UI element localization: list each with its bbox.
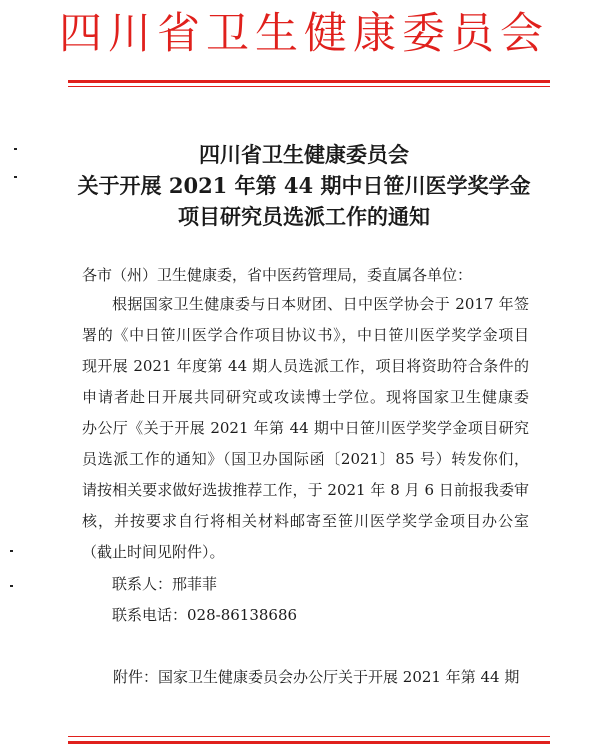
body-line: 请按相关要求做好选拔推荐工作，于 2021 年 8 月 6 日前报我委审 xyxy=(82,481,529,499)
salutation: 各市（州）卫生健康委，省中医药管理局，委直属各单位： xyxy=(82,266,473,284)
attachment-note: 附件：国家卫生健康委员会办公厅关于开展 2021 年第 44 期 xyxy=(113,668,520,686)
title-line-subject: 关于开展 2021 年第 44 期中日笹川医学奖学金 xyxy=(77,173,531,198)
margin-mark xyxy=(10,550,13,552)
footer-red-rule-thick xyxy=(68,741,550,744)
document-title xyxy=(0,139,608,232)
body-line: 员选派工作的通知》（国卫办国际函〔2021〕85 号）转发你们， xyxy=(82,450,529,468)
letterhead-red-rule-thin xyxy=(68,86,550,87)
contact-person: 联系人：邢菲菲 xyxy=(112,575,218,593)
contact-phone: 联系电话：028-86138686 xyxy=(112,606,298,624)
footer-red-rule-thin xyxy=(68,736,550,737)
body-line: 申请者赴日开展共同研究或攻读博士学位。现将国家卫生健康委 xyxy=(82,388,529,406)
body-line: 现开展 2021 年度第 44 期人员选派工作，项目将资助符合条件的 xyxy=(82,357,529,375)
margin-mark xyxy=(10,585,13,587)
body-line: 办公厅《关于开展 2021 年第 44 期中日笹川医学奖学金项目研究 xyxy=(82,419,529,437)
body-line: 署的《中日笹川医学合作项目协议书》，中日笹川医学奖学金项目 xyxy=(82,326,529,344)
body-line: 核，并按要求自行将相关材料邮寄至笹川医学奖学金项目办公室 xyxy=(82,512,529,530)
letterhead-red-rule-thick xyxy=(68,80,550,83)
title-line-issuer: 四川省卫生健康委员会 xyxy=(199,142,409,167)
body-line: （截止时间见附件）。 xyxy=(82,543,225,561)
body-line: 根据国家卫生健康委与日本财团、日中医学协会于 2017 年签 xyxy=(112,295,529,313)
title-line-subject-cont: 项目研究员选派工作的通知 xyxy=(178,204,430,229)
letterhead-org-name: 四川省卫生健康委员会 xyxy=(59,9,549,59)
